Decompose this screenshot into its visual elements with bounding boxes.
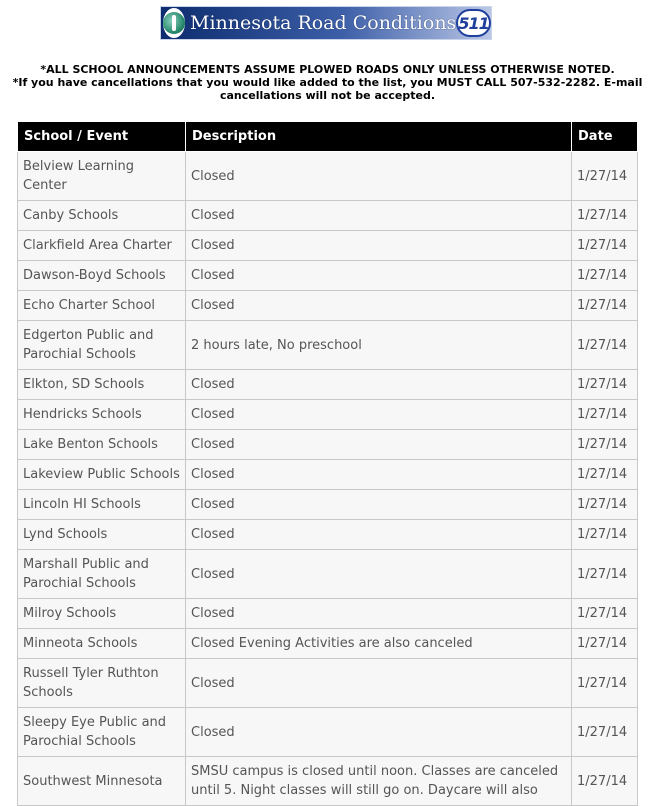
site-title: Minnesota Road Conditions [190,12,457,34]
description-cell: Closed [186,231,572,261]
school-cell: Lakeview Public Schools [18,460,186,490]
table-row [18,599,638,629]
date-cell: 1/27/14 [572,629,638,659]
date-cell: 1/27/14 [572,370,638,400]
table-row [18,629,638,659]
table-row [18,659,638,708]
mndot-logo-icon [163,8,185,38]
table-row [18,370,638,400]
date-cell: 1/27/14 [572,400,638,430]
description-cell: Closed [186,708,572,757]
table-row [18,231,638,261]
school-cell: Echo Charter School [18,291,186,321]
table-row [18,152,638,201]
description-cell: Closed [186,152,572,201]
school-cell: Lynd Schools [18,520,186,550]
description-cell: Closed [186,370,572,400]
school-cell: Southwest Minnesota [18,757,186,806]
school-cell: Lake Benton Schools [18,430,186,460]
description-cell: Closed [186,520,572,550]
description-cell: Closed [186,201,572,231]
date-cell: 1/27/14 [572,201,638,231]
table-row [18,201,638,231]
description-cell: 2 hours late, No preschool [186,321,572,370]
date-cell: 1/27/14 [572,430,638,460]
school-cell: Hendricks Schools [18,400,186,430]
date-cell: 1/27/14 [572,757,638,806]
table-row [18,490,638,520]
school-cell: Elkton, SD Schools [18,370,186,400]
school-cell: Clarkfield Area Charter [18,231,186,261]
description-cell: Closed [186,400,572,430]
table-row [18,400,638,430]
date-cell: 1/27/14 [572,261,638,291]
description-cell: Closed [186,550,572,599]
table-row [18,757,638,806]
description-cell: SMSU campus is closed until noon. Classes are canceled until 5. Night classes will still go on. Daycare will also [186,757,572,806]
table-row [18,520,638,550]
date-cell: 1/27/14 [572,550,638,599]
table-row [18,261,638,291]
date-cell: 1/27/14 [572,460,638,490]
description-cell: Closed [186,659,572,708]
school-cell: Russell Tyler Ruthton Schools [18,659,186,708]
date-cell: 1/27/14 [572,708,638,757]
table-row [18,708,638,757]
school-cell: Milroy Schools [18,599,186,629]
description-cell: Closed [186,490,572,520]
school-cell: Canby Schools [18,201,186,231]
description-cell: Closed [186,261,572,291]
header-date: Date [572,122,638,152]
table-row [18,291,638,321]
header-description: Description [186,122,572,152]
school-cell: Sleepy Eye Public and Parochial Schools [18,708,186,757]
badge-511-icon: 511 [456,9,490,37]
date-cell: 1/27/14 [572,231,638,261]
closings-table [17,121,638,806]
site-banner[interactable] [160,6,492,40]
description-cell: Closed [186,291,572,321]
description-cell: Closed [186,599,572,629]
description-cell: Closed [186,430,572,460]
notice-line-2: *If you have cancellations that you would like added to the list, you MUST CALL 507-532-2282. E-mail cancellations will not be accepted. [12,76,643,102]
school-cell: Minneota Schools [18,629,186,659]
date-cell: 1/27/14 [572,321,638,370]
table-row [18,430,638,460]
school-cell: Belview Learning Center [18,152,186,201]
date-cell: 1/27/14 [572,152,638,201]
date-cell: 1/27/14 [572,520,638,550]
table-row [18,550,638,599]
table-row [18,321,638,370]
date-cell: 1/27/14 [572,599,638,629]
notice-line-1: *ALL SCHOOL ANNOUNCEMENTS ASSUME PLOWED ROADS ONLY UNLESS OTHERWISE NOTED. [40,63,615,76]
description-cell: Closed [186,460,572,490]
table-header-row [18,122,638,152]
announcement-notice [10,63,645,102]
school-cell: Lincoln HI Schools [18,490,186,520]
school-cell: Marshall Public and Parochial Schools [18,550,186,599]
date-cell: 1/27/14 [572,659,638,708]
date-cell: 1/27/14 [572,490,638,520]
date-cell: 1/27/14 [572,291,638,321]
header-school-event: School / Event [18,122,186,152]
school-cell: Dawson-Boyd Schools [18,261,186,291]
table-row [18,460,638,490]
description-cell: Closed Evening Activities are also canceled [186,629,572,659]
school-cell: Edgerton Public and Parochial Schools [18,321,186,370]
